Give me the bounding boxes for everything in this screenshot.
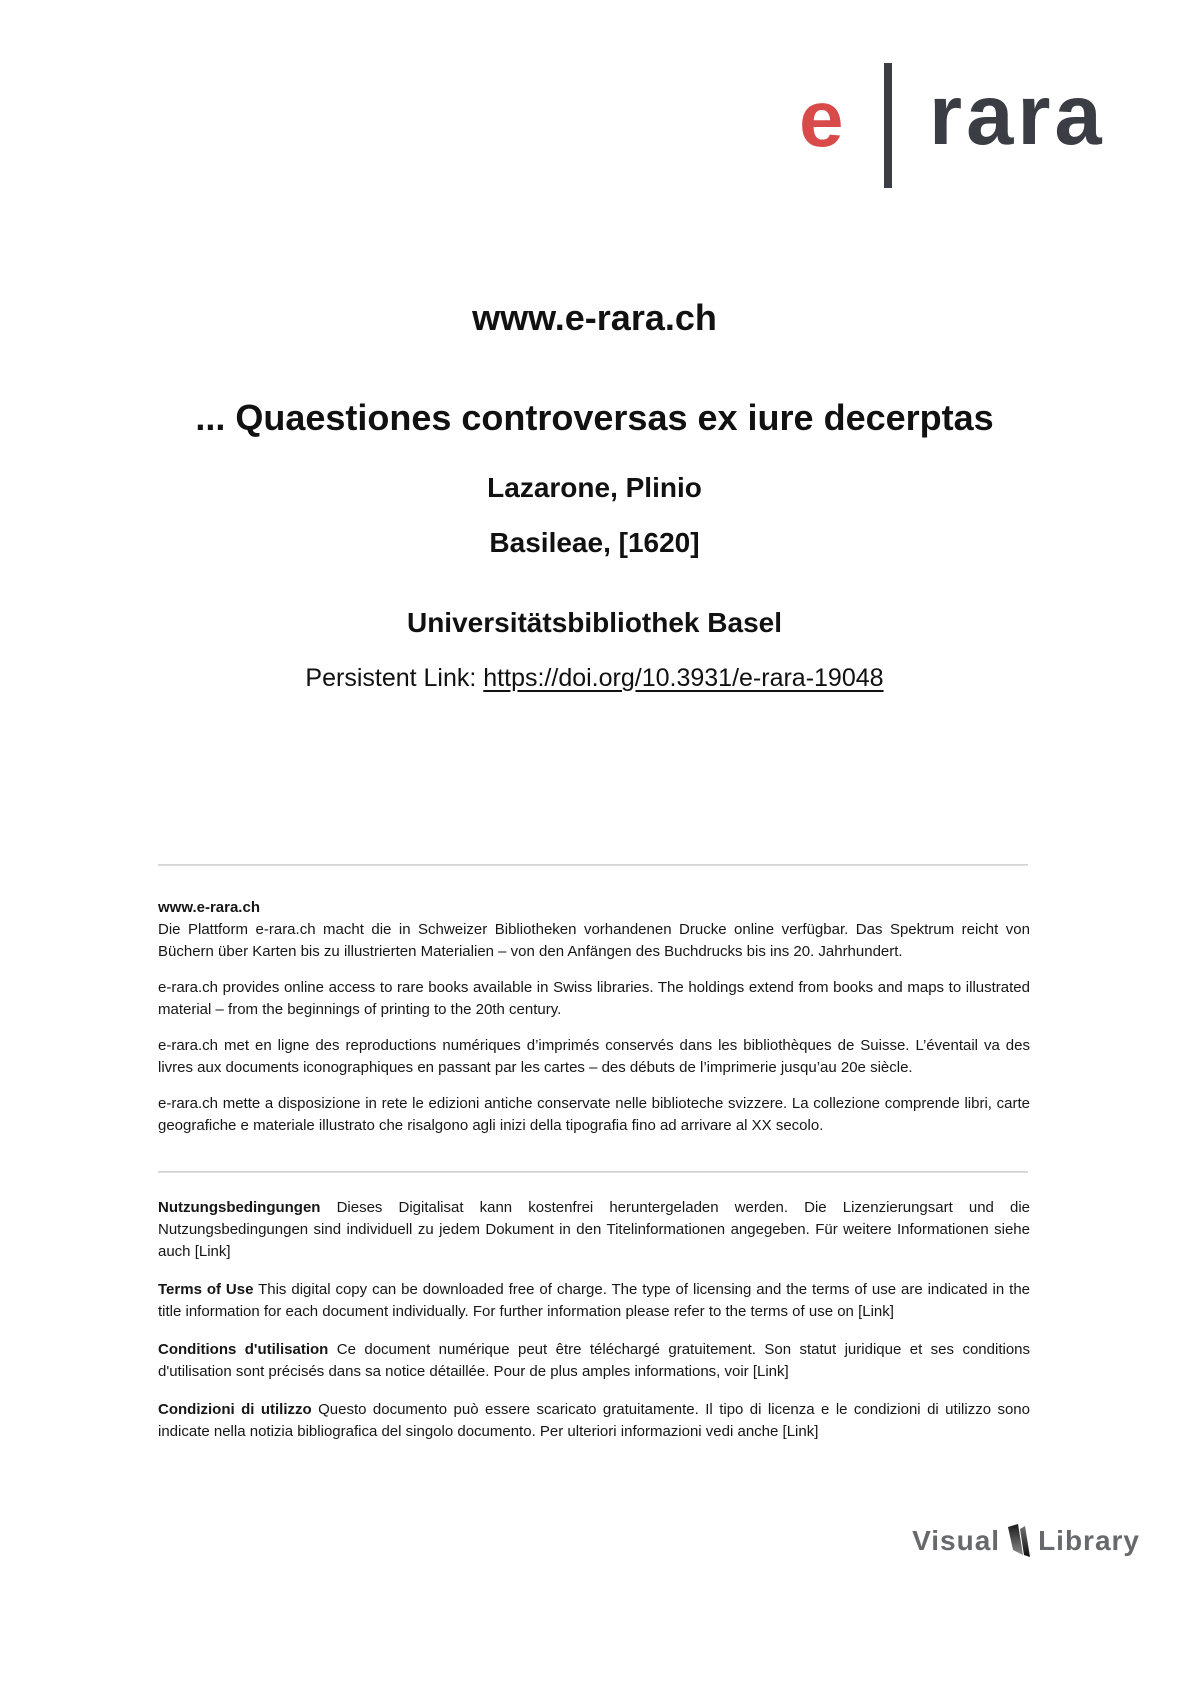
- terms-notice-en: [158, 1279, 1030, 1323]
- terms-text-it: Questo documento può essere scaricato gratuitamente. Il tipo di licenza e le condizioni di utilizzo sono indicate nella notizia bibliografica del singolo documento. Per ulteriori informazioni vedi anche: [158, 1401, 1030, 1440]
- divider-rule-bottom: [158, 1171, 1028, 1173]
- erara-logo: [0, 0, 1200, 200]
- about-paragraph-de: Die Plattform e-rara.ch macht die in Schweizer Bibliotheken vorhandenen Drucke online verfügbar. Das Spektrum reicht von Büchern über Karten bis zu illustrierten Materialien – von den Anfängen des Buchdrucks bis ins 20. Jahrhundert.: [158, 921, 1030, 960]
- terms-label-de: Nutzungsbedingungen: [158, 1199, 321, 1216]
- terms-notice-de: [158, 1197, 1030, 1263]
- document-title: ... Quaestiones controversas ex iure decerptas: [195, 397, 994, 438]
- terms-text-de: Dieses Digitalisat kann kostenfrei heruntergeladen werden. Die Lizenzierungsart und die Nutzungsbedingungen sind individuell zu jedem Dokument in den Titelinformationen angegeben. Für weitere Informationen siehe auch: [158, 1199, 1030, 1260]
- terms-label-en: Terms of Use: [158, 1281, 254, 1298]
- erara-logo-divider: [884, 63, 892, 188]
- visual-library-logo-visual: Visual: [912, 1525, 1001, 1556]
- visual-library-logo-library: Library: [1038, 1525, 1140, 1556]
- terms-notice-it: [158, 1399, 1030, 1443]
- visual-library-mark-icon: [1007, 1524, 1033, 1558]
- persistent-link-line: [158, 662, 1031, 694]
- site-title: www.e-rara.ch: [472, 297, 717, 338]
- visual-library-logo: [912, 1524, 1140, 1558]
- persistent-link-url[interactable]: https://doi.org/10.3931/e-rara-19048: [483, 664, 884, 692]
- document-author: Lazarone, Plinio: [487, 472, 702, 503]
- about-paragraph-it: e-rara.ch mette a disposizione in rete le edizioni antiche conservate nelle biblioteche svizzere. La collezione comprende libri, carte geografiche e materiale illustrato che risalgono agli inizi della tipografia fino ad arrivare al XX secolo.: [158, 1095, 1030, 1134]
- about-section: [158, 897, 1030, 1137]
- document-imprint: Basileae, [1620]: [489, 527, 700, 558]
- persistent-link-label: Persistent Link:: [305, 664, 484, 692]
- erara-logo-wordmark: rara: [929, 68, 1106, 163]
- about-paragraph-fr: e-rara.ch met en ligne des reproductions numériques d’imprimés conservés dans les bibliothèques de Suisse. L’éventail va des livres aux documents iconographiques en passant par les cartes – des débuts de l’imprimerie jusqu’au 20e siècle.: [158, 1037, 1030, 1076]
- about-heading: www.e-rara.ch: [158, 899, 260, 916]
- divider-rule-top: [158, 864, 1028, 866]
- terms-link-de[interactable]: [Link]: [194, 1243, 231, 1260]
- terms-link-fr[interactable]: [Link]: [752, 1363, 789, 1380]
- terms-notice-fr: [158, 1339, 1030, 1383]
- about-paragraph-en: e-rara.ch provides online access to rare books available in Swiss libraries. The holdings extend from books and maps to illustrated material – from the beginnings of printing to the 20th century.: [158, 979, 1030, 1018]
- erara-logo-e: e: [799, 74, 844, 163]
- terms-link-it[interactable]: [Link]: [782, 1423, 819, 1440]
- holding-library: Universitätsbibliothek Basel: [406, 607, 782, 638]
- terms-label-fr: Conditions d'utilisation: [158, 1341, 329, 1358]
- terms-section: [158, 1197, 1030, 1443]
- terms-text-fr: Ce document numérique peut être téléchargé gratuitement. Son statut juridique et ses conditions d'utilisation sont précisés dans sa notice détaillée. Pour de plus amples informations, voir: [158, 1341, 1030, 1380]
- terms-link-en[interactable]: [Link]: [858, 1303, 894, 1320]
- terms-text-en: This digital copy can be downloaded free of charge. The type of licensing and the terms of use are indicated in the title information for each document individually. For further information please refer to the terms of use on: [158, 1281, 1030, 1320]
- terms-label-it: Condizioni di utilizzo: [158, 1401, 312, 1418]
